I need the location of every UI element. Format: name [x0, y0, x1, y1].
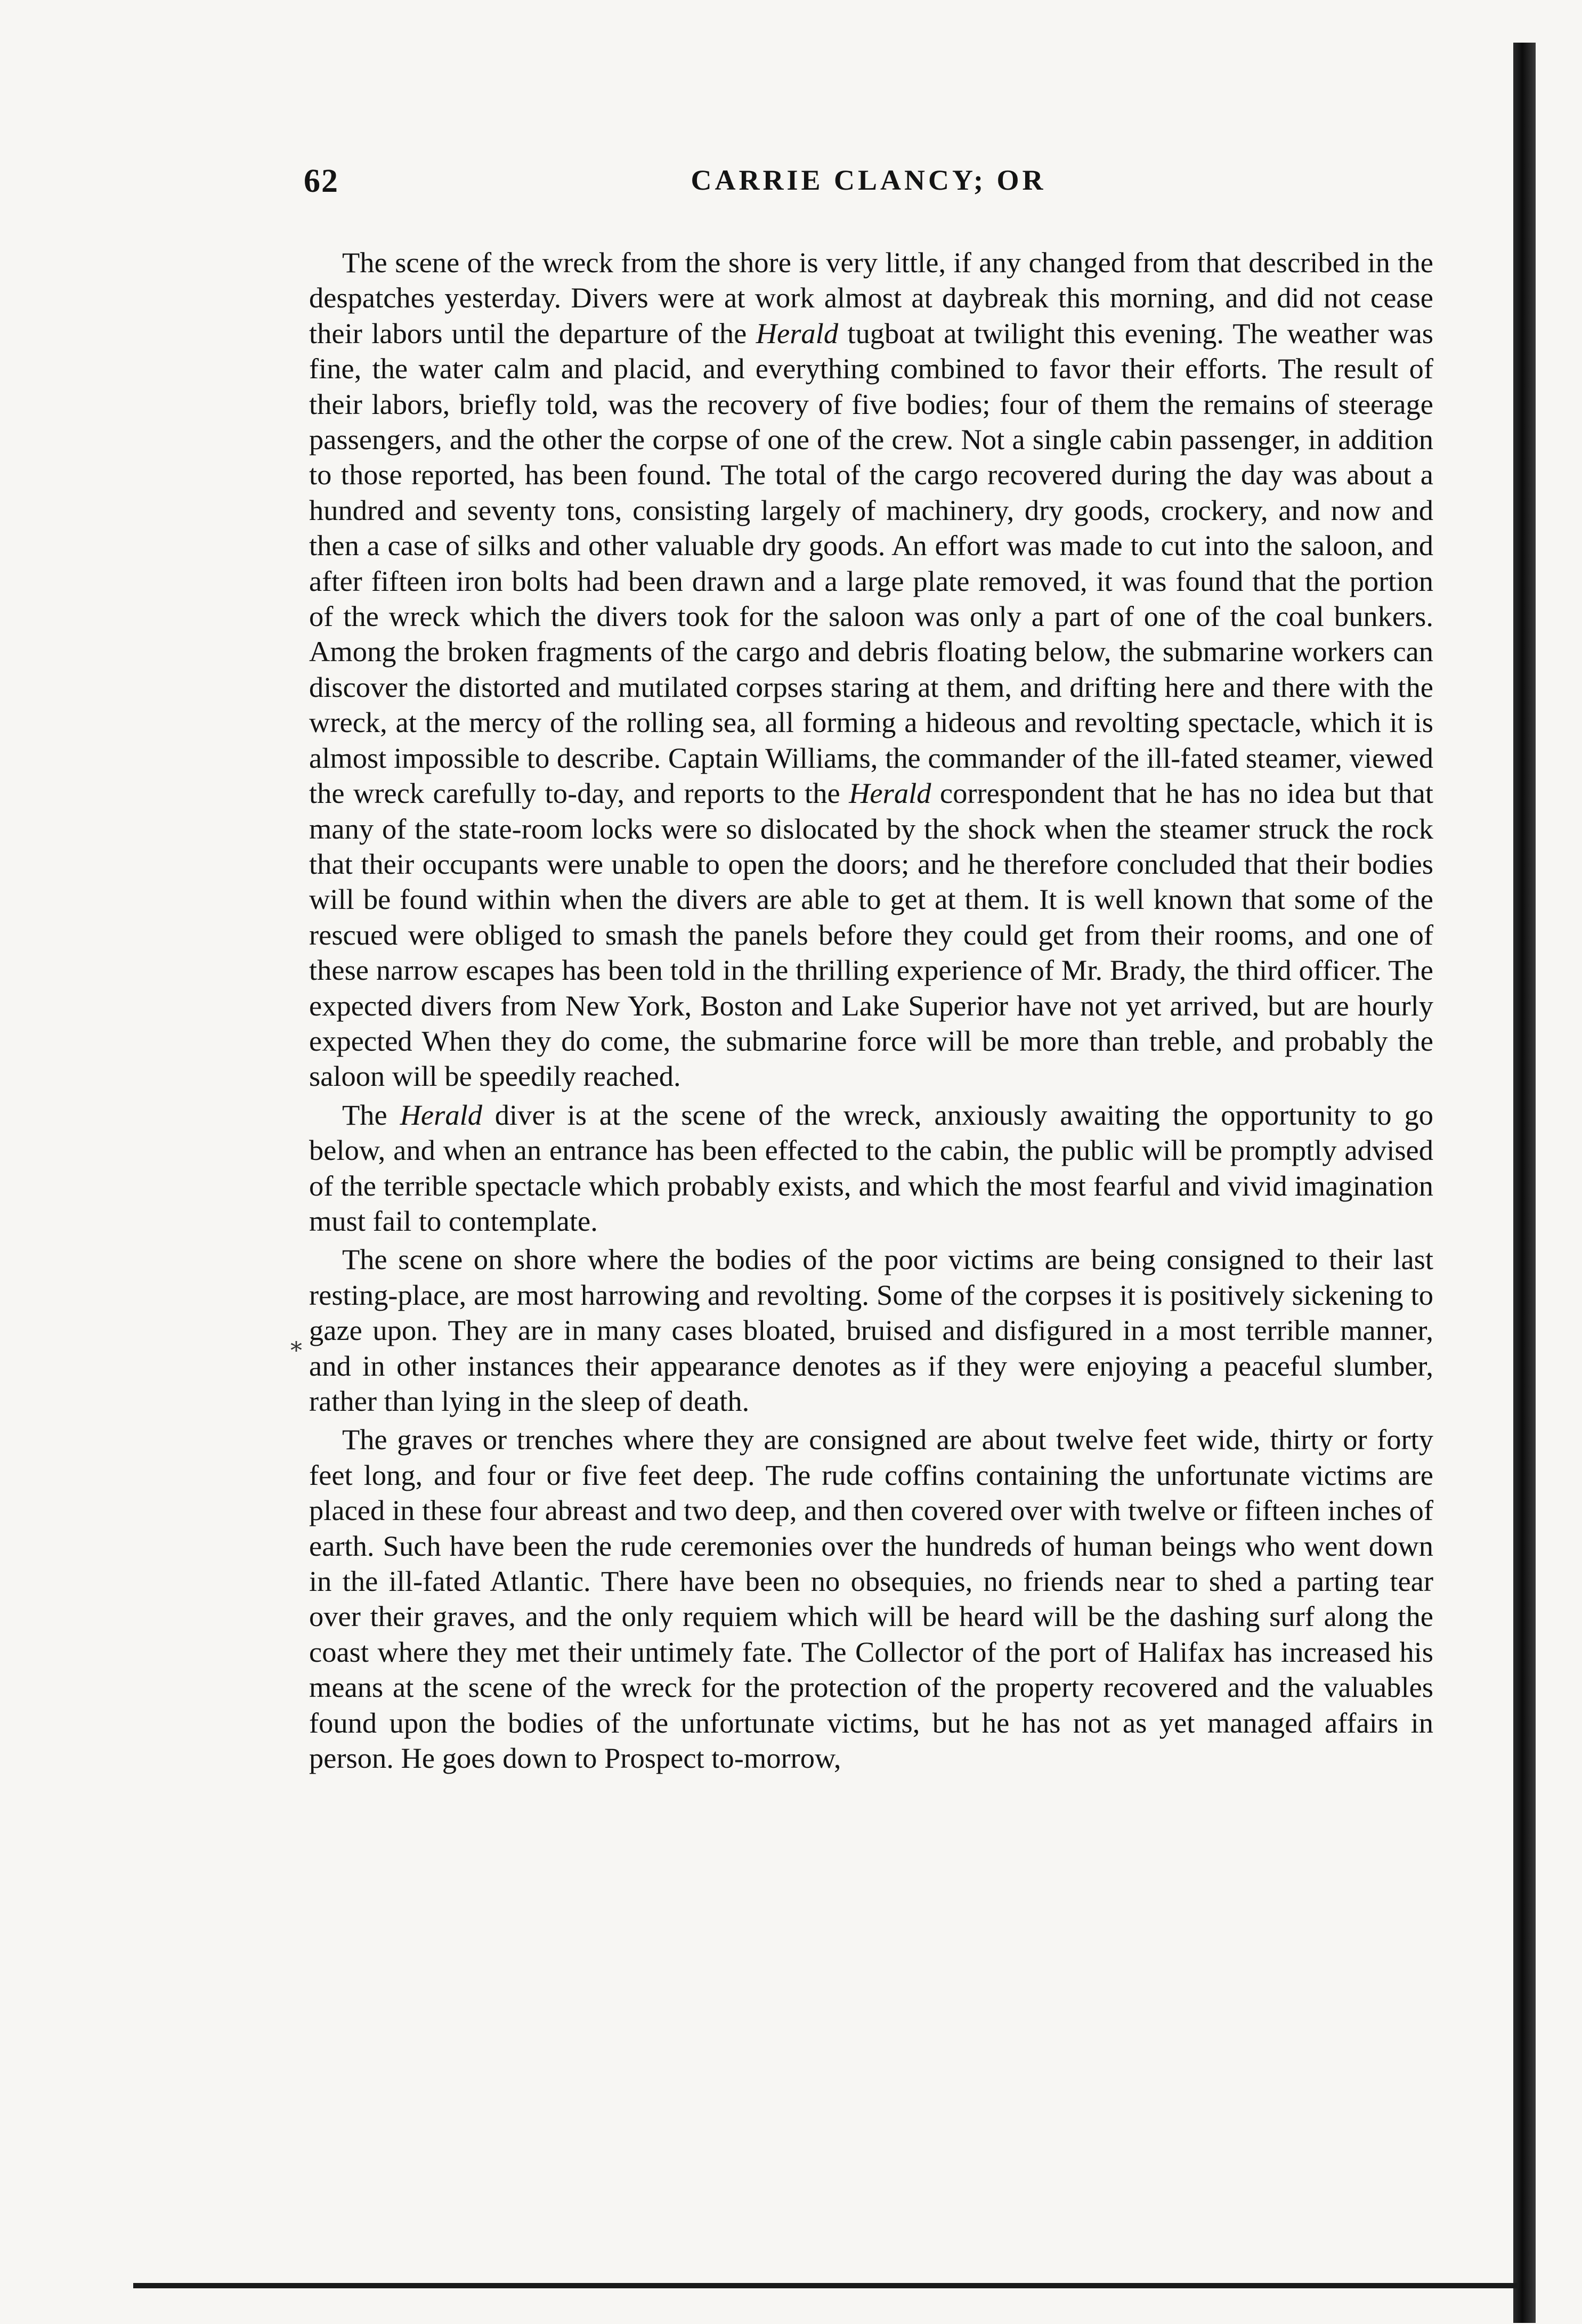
- bottom-rule: [133, 2283, 1519, 2288]
- page-edge-shadow: [1513, 43, 1536, 2323]
- paragraph: The scene on shore where the bodies of the poor victims are being consigned to their last resting-place, are most harrowing and revolting. Some of the corpses it is positively sickening to gaze upon. They are in many cases bloated, bruised and disfigured in a most terrible manner, and in other instances their appearance denotes as if they were enjoying a peaceful slumber, rather than lying in the sleep of death.: [309, 1243, 1433, 1417]
- running-head: CARRIE CLANCY; OR: [691, 164, 1046, 196]
- paragraph: The graves or trenches where they are consigned are about twelve feet wide, thirty or forty feet long, and four or five feet deep. The rude coffins containing the unfortunate victims are placed in these four abreast and two deep, and then covered over with twelve or fifteen inches of earth. Such have been the rude ceremonies over the hundreds of human beings who went down in the ill-fated Atlantic. There have been no obsequies, no friends near to shed a parting tear over their graves, and the only requiem which will be heard will be the dashing surf along the coast where they met their untimely fate. The Collector of the port of Halifax has increased his means at the scene of the wreck for the protection of the property recovered and the valuables found upon the bodies of the unfortunate victims, but he has not as yet managed affairs in person. He goes down to Prospect to-morrow,: [309, 1423, 1433, 1775]
- page-header: [304, 162, 1433, 221]
- paragraph: The Herald diver is at the scene of the wreck, anxiously awaiting the opportunity to go below, and when an entrance has been effected to the cabin, the public will be promptly advised of the terrible spectacle which probably exists, and which the most fearful and vivid imagination must fail to contemplate.: [309, 1098, 1433, 1237]
- asterisk-margin-mark: *: [290, 1337, 302, 1364]
- paragraph: The scene of the wreck from the shore is very little, if any changed from that described in the despatches yesterday. Divers were at work almost at daybreak this morning, and did not cease their labors until the departure of the Herald tugboat at twilight this evening. The weather was fine, the water calm and placid, and everything combined to favor their efforts. The result of their labors, briefly told, was the recovery of five bodies; four of them the remains of steerage passengers, and the other the corpse of one of the crew. Not a single cabin passenger, in addition to those reported, has been found. The total of the cargo recovered during the day was about a hundred and seventy tons, consisting largely of machinery, dry goods, crockery, and now and then a case of silks and other valuable dry goods. An effort was made to cut into the saloon, and after fifteen iron bolts had been drawn and a large plate removed, it was found that the portion of the wreck which the divers took for the saloon was only a part of one of the coal bunkers. Among the broken fragments of the cargo and debris floating below, the submarine workers can discover the distorted and mutilated corpses staring at them, and drifting here and there with the wreck, at the mercy of the rolling sea, all forming a hideous and revolting spectacle, which it is almost impossible to describe. Captain Williams, the commander of the ill-fated steamer, viewed the wreck carefully to-day, and reports to the Herald correspondent that he has no idea but that many of the state-room locks were so dislocated by the shock when the steamer struck the rock that their occupants were unable to open the doors; and he therefore concluded that their bodies will be found within when the divers are able to get at them. It is well known that some of the rescued were obliged to smash the panels before they could get from their rooms, and one of these narrow escapes has been told in the thrilling experience of Mr. Brady, the third officer. The expected divers from New York, Boston and Lake Superior have not yet arrived, but are hourly expected When they do come, the submarine force will be more than treble, and probably the saloon will be speedily reached.: [309, 246, 1434, 1093]
- page-number: 62: [304, 163, 339, 199]
- body-text: [309, 245, 1433, 1779]
